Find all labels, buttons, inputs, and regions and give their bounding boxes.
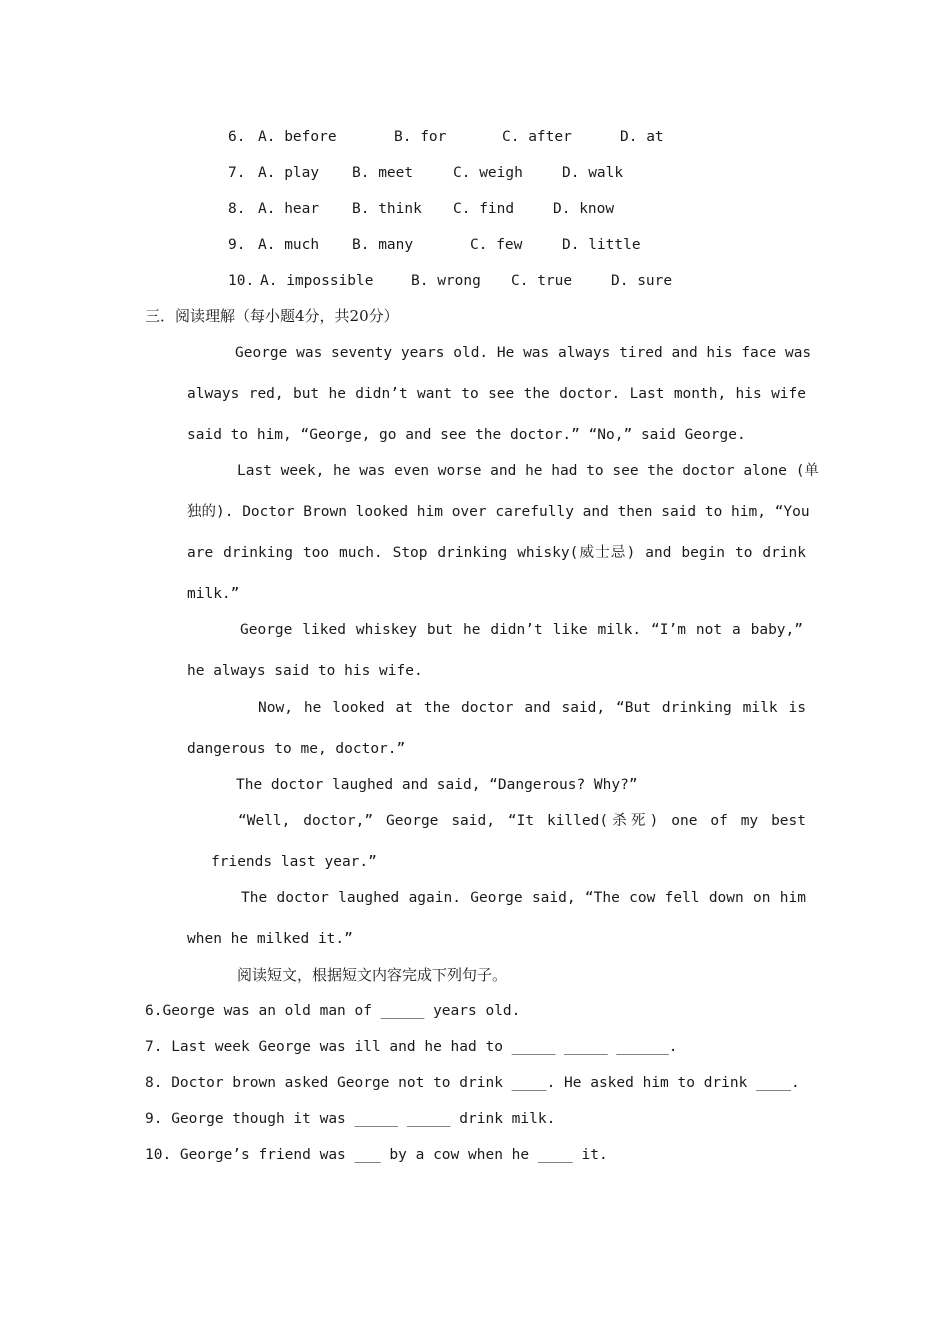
passage-line: friends last year.” bbox=[211, 854, 377, 870]
question-8: 8. Doctor brown asked George not to drink ____. He asked him to drink ____. bbox=[145, 1075, 800, 1091]
instruction-text: 阅读短文，根据短文内容完成下列句子。 bbox=[237, 966, 508, 984]
section-heading: 三．阅读理解（每小题4分，共20分） bbox=[145, 307, 399, 325]
passage-line: 独的). Doctor Brown looked him over carefully and then said to him, “You bbox=[187, 504, 810, 520]
passage-line: are drinking too much. Stop drinking whisky(威士忌) and begin to drink bbox=[187, 545, 806, 561]
choice-option-b: B. many bbox=[352, 237, 414, 253]
choice-option-a: A. hear bbox=[258, 201, 320, 217]
passage-line: The doctor laughed and said, “Dangerous? Why?” bbox=[236, 777, 638, 793]
passage-line: said to him, “George, go and see the doctor.” “No,” said George. bbox=[187, 427, 746, 443]
choice-option-c: C. true bbox=[511, 273, 573, 289]
choice-option-d: D. little bbox=[562, 237, 641, 253]
choice-option-c: C. find bbox=[453, 201, 515, 217]
passage-line: dangerous to me, doctor.” bbox=[187, 741, 406, 757]
choice-option-c: C. few bbox=[470, 237, 523, 253]
question-7: 7. Last week George was ill and he had to _____ _____ ______. bbox=[145, 1039, 678, 1055]
choice-option-b: B. wrong bbox=[411, 273, 481, 289]
choice-option-b: B. meet bbox=[352, 165, 414, 181]
passage-line: George liked whiskey but he didn’t like milk. “I’m not a baby,” bbox=[240, 622, 803, 638]
question-10: 10. George’s friend was ___ by a cow when he ____ it. bbox=[145, 1147, 608, 1163]
choice-option-c: C. weigh bbox=[453, 165, 523, 181]
choice-option-d: D. know bbox=[553, 201, 615, 217]
passage-line: The doctor laughed again. George said, “The cow fell down on him bbox=[241, 890, 806, 906]
choice-row-8 bbox=[228, 199, 614, 219]
choice-option-d: D. walk bbox=[562, 165, 624, 181]
passage-line: milk.” bbox=[187, 586, 240, 602]
choice-row-10 bbox=[228, 271, 672, 291]
passage-line: Last week, he was even worse and he had to see the doctor alone (单 bbox=[237, 463, 819, 479]
passage-line: always red, but he didn’t want to see the doctor. Last month, his wife bbox=[187, 386, 806, 402]
passage-line: when he milked it.” bbox=[187, 931, 353, 947]
choice-row-7 bbox=[228, 163, 623, 183]
choice-number: 7. bbox=[228, 165, 246, 181]
choice-number: 6. bbox=[228, 129, 246, 145]
choice-option-b: B. for bbox=[394, 129, 447, 145]
passage-line: he always said to his wife. bbox=[187, 663, 423, 679]
passage-line: Now, he looked at the doctor and said, “But drinking milk is bbox=[258, 700, 806, 716]
choice-option-c: C. after bbox=[502, 129, 572, 145]
choice-number: 8. bbox=[228, 201, 246, 217]
choice-row-6 bbox=[228, 127, 664, 147]
choice-option-a: A. play bbox=[258, 165, 320, 181]
choice-option-a: A. before bbox=[258, 129, 337, 145]
question-9: 9. George though it was _____ _____ drink milk. bbox=[145, 1111, 556, 1127]
passage-line: “Well, doctor,” George said, “It killed(杀死) one of my best bbox=[238, 813, 806, 829]
choice-number: 9. bbox=[228, 237, 246, 253]
passage-line: George was seventy years old. He was always tired and his face was bbox=[235, 345, 812, 361]
question-6: 6.George was an old man of _____ years old. bbox=[145, 1003, 521, 1019]
choice-option-a: A. impossible bbox=[260, 273, 374, 289]
choice-row-9 bbox=[228, 235, 641, 255]
choice-option-d: D. at bbox=[620, 129, 664, 145]
choice-option-b: B. think bbox=[352, 201, 422, 217]
choice-option-a: A. much bbox=[258, 237, 320, 253]
choice-number: 10. bbox=[228, 273, 255, 289]
choice-option-d: D. sure bbox=[611, 273, 673, 289]
